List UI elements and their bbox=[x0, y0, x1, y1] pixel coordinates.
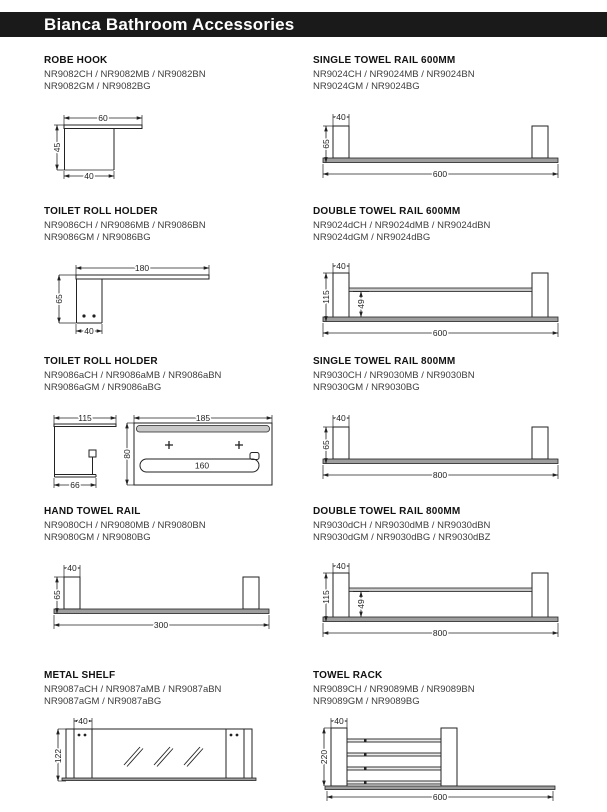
rail-outline bbox=[323, 427, 558, 464]
shelf-outline bbox=[62, 729, 256, 781]
page-header bbox=[0, 12, 607, 37]
technical-drawing-single-towel-rail-600 bbox=[313, 108, 581, 191]
dimension-bracket bbox=[333, 261, 349, 273]
product-codes-line2: NR9082GM / NR9082BG bbox=[44, 80, 151, 92]
dimension-label: 40 bbox=[336, 413, 346, 423]
product-codes-line2: NR9086GM / NR9086BG bbox=[44, 231, 151, 243]
dimension-label: 800 bbox=[432, 628, 448, 638]
dimension-label: 40 bbox=[334, 716, 344, 726]
dimension-side-depth bbox=[54, 478, 96, 490]
dimension-bracket bbox=[333, 561, 349, 573]
technical-drawing-hand-towel-rail bbox=[44, 559, 312, 642]
product-section-hand-towel-rail bbox=[44, 506, 312, 642]
dimension-front-width bbox=[134, 413, 272, 423]
product-section-toilet-roll-holder-a bbox=[44, 356, 312, 502]
product-codes-line1: NR9030dCH / NR9030dMB / NR9030dBN bbox=[313, 520, 491, 531]
dimension-length bbox=[323, 323, 558, 338]
screw-hole-icon bbox=[230, 734, 233, 737]
rack-outline bbox=[325, 728, 555, 790]
product-title: SINGLE TOWEL RAIL 800MM bbox=[313, 356, 456, 367]
dimension-label: 49 bbox=[356, 599, 366, 609]
product-codes-line2: NR9024dGM / NR9024dBG bbox=[313, 231, 431, 243]
dimension-height bbox=[321, 273, 333, 322]
product-codes-line1: NR9030CH / NR9030MB / NR9030BN bbox=[313, 370, 475, 381]
dimension-width bbox=[64, 113, 142, 125]
product-codes-line1: NR9089CH / NR9089MB / NR9089BN bbox=[313, 684, 475, 695]
product-title: TOILET ROLL HOLDER bbox=[44, 206, 158, 217]
product-section-metal-shelf bbox=[44, 670, 312, 800]
front-view bbox=[122, 413, 272, 485]
product-title: DOUBLE TOWEL RAIL 800MM bbox=[313, 506, 461, 517]
dimension-label: 40 bbox=[67, 563, 77, 573]
dimension-label: 66 bbox=[70, 480, 80, 490]
dimension-height bbox=[319, 728, 331, 786]
product-codes-line2: NR9024GM / NR9024BG bbox=[313, 80, 420, 92]
page-title: Bianca Bathroom Accessories bbox=[44, 15, 295, 34]
dimension-side-width bbox=[54, 413, 116, 424]
rail-outline bbox=[323, 273, 558, 322]
product-section-robe-hook bbox=[44, 55, 312, 195]
dimension-label: 40 bbox=[336, 261, 346, 271]
dimension-post bbox=[331, 716, 347, 728]
product-section-toilet-roll-holder bbox=[44, 206, 312, 348]
rail-outline bbox=[323, 573, 558, 622]
dimension-label: 115 bbox=[321, 590, 331, 604]
dimension-label: 80 bbox=[122, 449, 132, 459]
dimension-label: 65 bbox=[321, 440, 331, 450]
technical-drawing-metal-shelf bbox=[44, 715, 312, 800]
product-codes-line1: NR9080CH / NR9080MB / NR9080BN bbox=[44, 520, 206, 531]
dimension-bracket bbox=[64, 563, 80, 577]
dimension-height bbox=[52, 125, 64, 170]
product-codes-line1: NR9086CH / NR9086MB / NR9086BN bbox=[44, 220, 206, 231]
dimension-width bbox=[76, 263, 209, 275]
product-codes-line2: NR9030GM / NR9030BG bbox=[313, 381, 420, 393]
dimension-label: 220 bbox=[319, 749, 329, 765]
dimension-label: 180 bbox=[134, 263, 150, 273]
product-title: TOILET ROLL HOLDER bbox=[44, 356, 158, 367]
product-title: METAL SHELF bbox=[44, 670, 116, 681]
technical-drawing-towel-rack bbox=[313, 715, 581, 812]
dimension-length bbox=[54, 615, 269, 630]
product-codes-line1: NR9024dCH / NR9024dMB / NR9024dBN bbox=[313, 220, 491, 231]
product-codes-line2: NR9086aGM / NR9086aBG bbox=[44, 381, 162, 393]
dimension-label: 65 bbox=[52, 590, 62, 600]
dimension-label: 122 bbox=[53, 748, 63, 764]
technical-drawing-double-towel-rail-600 bbox=[313, 259, 581, 356]
product-codes-line1: NR9024CH / NR9024MB / NR9024BN bbox=[313, 69, 475, 80]
dimension-bracket bbox=[333, 112, 349, 126]
product-section-double-towel-rail-600 bbox=[313, 206, 581, 356]
product-codes-line2: NR9089GM / NR9089BG bbox=[313, 695, 420, 707]
technical-drawing-double-towel-rail-800 bbox=[313, 559, 581, 656]
product-title: TOWEL RACK bbox=[313, 670, 383, 681]
dimension-label: 800 bbox=[432, 470, 448, 480]
dimension-label: 300 bbox=[153, 620, 169, 630]
robe-hook-outline bbox=[57, 125, 142, 170]
product-codes-line1: NR9087aCH / NR9087aMB / NR9087aBN bbox=[44, 684, 222, 695]
technical-drawing-robe-hook bbox=[44, 108, 312, 195]
dimension-label: 40 bbox=[84, 326, 94, 336]
dimension-label: 160 bbox=[194, 460, 210, 471]
dimension-label: 45 bbox=[52, 142, 62, 153]
technical-drawing-toilet-roll-holder-a bbox=[44, 409, 312, 502]
dimension-label: 115 bbox=[321, 290, 331, 304]
dimension-height bbox=[52, 577, 64, 614]
product-title: HAND TOWEL RAIL bbox=[44, 506, 141, 517]
product-section-single-towel-rail-800 bbox=[313, 356, 581, 492]
dimension-label: 40 bbox=[78, 716, 88, 726]
side-view bbox=[54, 413, 116, 490]
dimension-label: 40 bbox=[336, 112, 346, 122]
product-codes-line1: NR9086aCH / NR9086aMB / NR9086aBN bbox=[44, 370, 222, 381]
glass-hatch-marks bbox=[124, 747, 203, 767]
holder-outline bbox=[76, 275, 209, 323]
mount-cross-icon bbox=[165, 441, 243, 449]
dimension-label: 60 bbox=[98, 113, 108, 123]
dimension-label: 600 bbox=[432, 792, 448, 802]
screw-hole-icon bbox=[236, 734, 239, 737]
product-section-single-towel-rail-600 bbox=[313, 55, 581, 191]
dimension-height bbox=[321, 573, 333, 622]
dimension-bracket bbox=[74, 716, 92, 729]
product-title: SINGLE TOWEL RAIL 600MM bbox=[313, 55, 456, 66]
technical-drawing-single-towel-rail-800 bbox=[313, 409, 581, 492]
screw-hole-icon bbox=[78, 734, 81, 737]
dimension-label: 600 bbox=[432, 328, 448, 338]
rail-outline bbox=[54, 577, 269, 614]
dimension-gap bbox=[353, 592, 369, 618]
dimension-label: 600 bbox=[432, 169, 448, 179]
dimension-label: 49 bbox=[356, 299, 366, 309]
dimension-height bbox=[321, 427, 333, 464]
dimension-height bbox=[54, 275, 76, 323]
dimension-label: 65 bbox=[321, 139, 331, 149]
dimension-label: 185 bbox=[195, 413, 211, 423]
product-section-double-towel-rail-800 bbox=[313, 506, 581, 656]
dimension-label: 40 bbox=[336, 561, 346, 571]
screw-hole-icon bbox=[92, 314, 95, 317]
dimension-length bbox=[323, 164, 558, 179]
product-title: ROBE HOOK bbox=[44, 55, 108, 66]
dimension-bracket bbox=[333, 413, 349, 427]
dimension-depth bbox=[64, 171, 114, 181]
dimension-gap bbox=[353, 292, 369, 318]
dimension-depth bbox=[76, 324, 102, 336]
product-title: DOUBLE TOWEL RAIL 600MM bbox=[313, 206, 461, 217]
technical-drawing-toilet-roll-holder bbox=[44, 259, 312, 348]
product-codes-line1: NR9082CH / NR9082MB / NR9082BN bbox=[44, 69, 206, 80]
product-codes-line2: NR9030dGM / NR9030dBG / NR9030dBZ bbox=[313, 531, 491, 543]
dimension-label: 40 bbox=[84, 171, 94, 181]
product-section-towel-rack bbox=[313, 670, 581, 812]
rail-outline bbox=[323, 126, 558, 163]
dimension-length bbox=[327, 791, 553, 802]
dimension-label: 115 bbox=[78, 413, 92, 423]
dimension-length bbox=[323, 465, 558, 480]
dimension-label: 65 bbox=[54, 294, 64, 304]
dimension-height bbox=[53, 729, 66, 781]
screw-hole-icon bbox=[84, 734, 87, 737]
screw-hole-icon bbox=[82, 314, 85, 317]
product-codes-line2: NR9080GM / NR9080BG bbox=[44, 531, 151, 543]
dimension-length bbox=[323, 623, 558, 638]
dimension-height bbox=[321, 126, 333, 163]
product-codes-line2: NR9087aGM / NR9087aBG bbox=[44, 695, 162, 707]
dimension-front-height bbox=[122, 423, 134, 485]
